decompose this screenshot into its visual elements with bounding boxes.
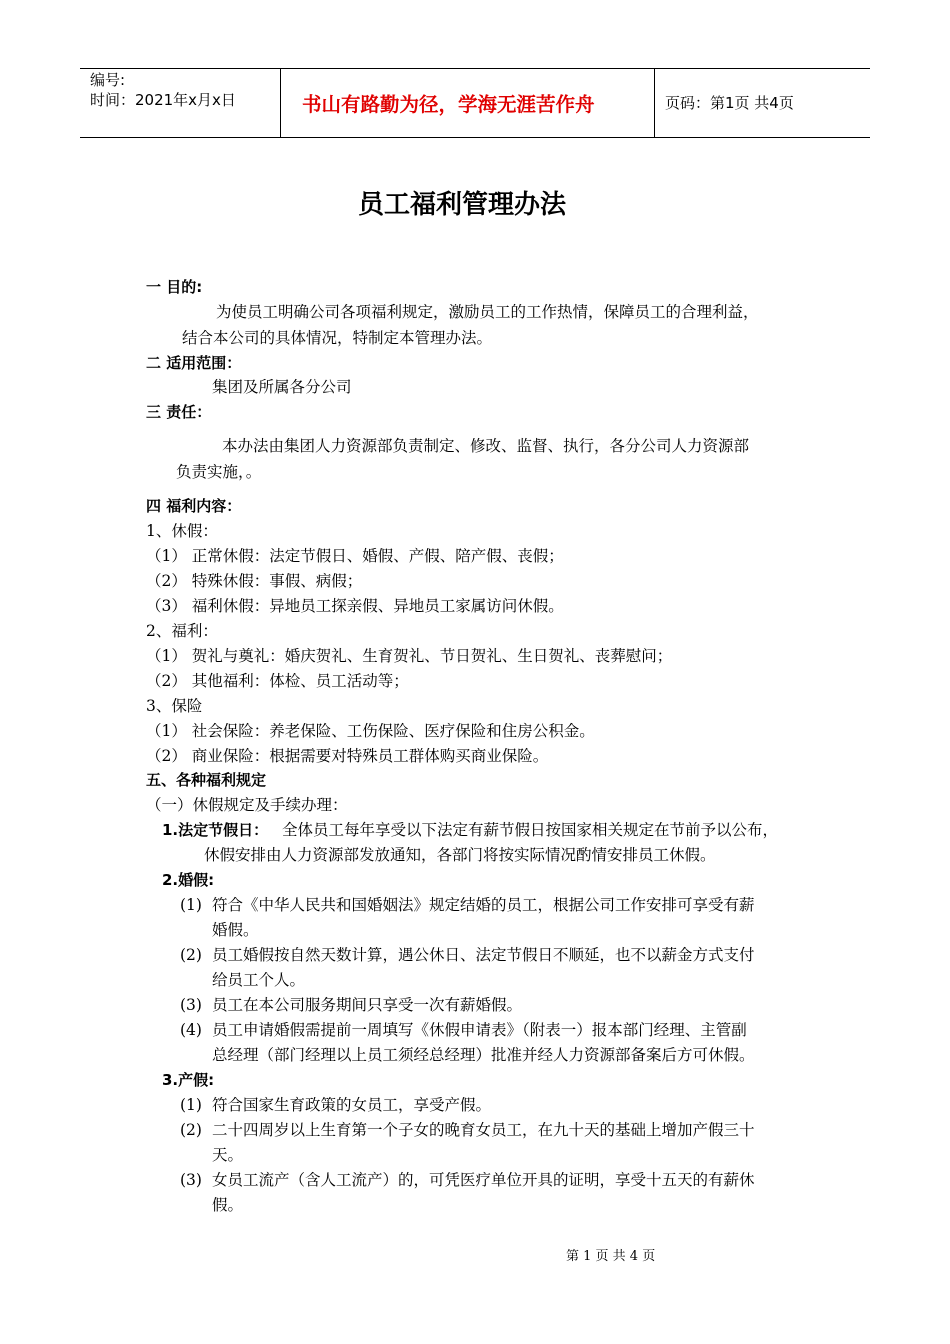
marriage-2-line-2: 给员工个人。: [212, 971, 306, 989]
welfare-item-1: （1） 贺礼与奠礼：婚庆贺礼、生育贺礼、节日贺礼、生日贺礼、丧葬慰问；: [146, 647, 673, 665]
section-5-sub-1: （一）休假规定及手续办理：: [146, 796, 348, 814]
marriage-label: 2.婚假:: [162, 871, 215, 889]
section-2-line-1: 集团及所属各分公司: [212, 378, 352, 396]
maternity-2-line-2: 天。: [212, 1146, 244, 1164]
leave-heading: 1、休假：: [146, 522, 218, 540]
welfare-heading: 2、福利：: [146, 622, 218, 640]
holiday-line-1: 全体员工每年享受以下法定有薪节假日按国家相关规定在节前予以公布，: [282, 821, 779, 839]
marriage-1-num: (1): [180, 896, 202, 914]
maternity-3-num: (3): [180, 1171, 202, 1189]
marriage-4-line-2: 总经理（部门经理以上员工须经总经理）批准并经人力资源部备案后方可休假。: [212, 1046, 755, 1064]
time-label: 时间：2021年x月x日: [90, 91, 236, 109]
section-3-line-1: 本办法由集团人力资源部负责制定、修改、监督、执行，各分公司人力资源部: [222, 437, 750, 455]
maternity-label: 3.产假:: [162, 1071, 215, 1089]
maternity-1-num: (1): [180, 1096, 202, 1114]
holiday-label: 1.法定节假日：: [162, 821, 269, 839]
section-1-line-1: 为使员工明确公司各项福利规定，激励员工的工作热情，保障员工的合理利益，: [216, 303, 759, 321]
section-3-heading: 三 责任：: [146, 403, 212, 421]
page-footer: 第 1 页 共 4 页: [566, 1249, 656, 1264]
marriage-4-line-1: 员工申请婚假需提前一周填写《休假申请表》（附表一）报本部门经理、主管副: [212, 1021, 747, 1039]
header-divider-left: [280, 69, 281, 137]
leave-item-2: （2） 特殊休假：事假、病假；: [146, 572, 363, 590]
section-5-heading: 五、各种福利规定: [146, 771, 267, 789]
motto: 书山有路勤为径，学海无涯苦作舟: [302, 93, 595, 116]
page-title: 员工福利管理办法: [358, 190, 567, 220]
holiday-line-2: 休假安排由人力资源部发放通知，各部门将按实际情况酌情安排员工休假。: [204, 846, 716, 864]
marriage-4-num: (4): [180, 1021, 202, 1039]
insurance-item-1: （1） 社会保险：养老保险、工伤保险、医疗保险和住房公积金。: [146, 722, 595, 740]
section-2-heading: 二 适用范围：: [146, 354, 242, 372]
marriage-3-num: (3): [180, 996, 202, 1014]
section-1-heading: 一 目的:: [146, 278, 203, 296]
marriage-2-line-1: 员工婚假按自然天数计算，遇公休日、法定节假日不顺延，也不以薪金方式支付: [212, 946, 755, 964]
leave-item-3: （3） 福利休假：异地员工探亲假、异地员工家属访问休假。: [146, 597, 564, 615]
leave-item-1: （1） 正常休假：法定节假日、婚假、产假、陪产假、丧假；: [146, 547, 564, 565]
marriage-1-line-1: 符合《中华人民共和国婚姻法》规定结婚的员工，根据公司工作安排可享受有薪: [212, 896, 755, 914]
marriage-1-line-2: 婚假。: [212, 921, 259, 939]
marriage-3-line-1: 员工在本公司服务期间只享受一次有薪婚假。: [212, 996, 523, 1014]
maternity-3-line-1: 女员工流产（含人工流产）的，可凭医疗单位开具的证明，享受十五天的有薪休: [212, 1171, 755, 1189]
insurance-item-2: （2） 商业保险：根据需要对特殊员工群体购买商业保险。: [146, 747, 549, 765]
header-divider-right: [654, 69, 655, 137]
serial-label: 编号:: [90, 71, 126, 89]
section-1-line-2: 结合本公司的具体情况，特制定本管理办法。: [182, 329, 493, 347]
welfare-item-2: （2） 其他福利：体检、员工活动等；: [146, 672, 409, 690]
maternity-3-line-2: 假。: [212, 1196, 244, 1214]
maternity-2-line-1: 二十四周岁以上生育第一个子女的晚育女员工，在九十天的基础上增加产假三十: [212, 1121, 755, 1139]
section-4-heading: 四 福利内容：: [146, 497, 242, 515]
maternity-1-line-1: 符合国家生育政策的女员工，享受产假。: [212, 1096, 492, 1114]
maternity-2-num: (2): [180, 1121, 202, 1139]
insurance-heading: 3、保险: [146, 697, 203, 715]
marriage-2-num: (2): [180, 946, 202, 964]
page-info: 页码：第1页 共4页: [665, 94, 794, 112]
section-3-line-2: 负责实施，。: [176, 463, 262, 481]
